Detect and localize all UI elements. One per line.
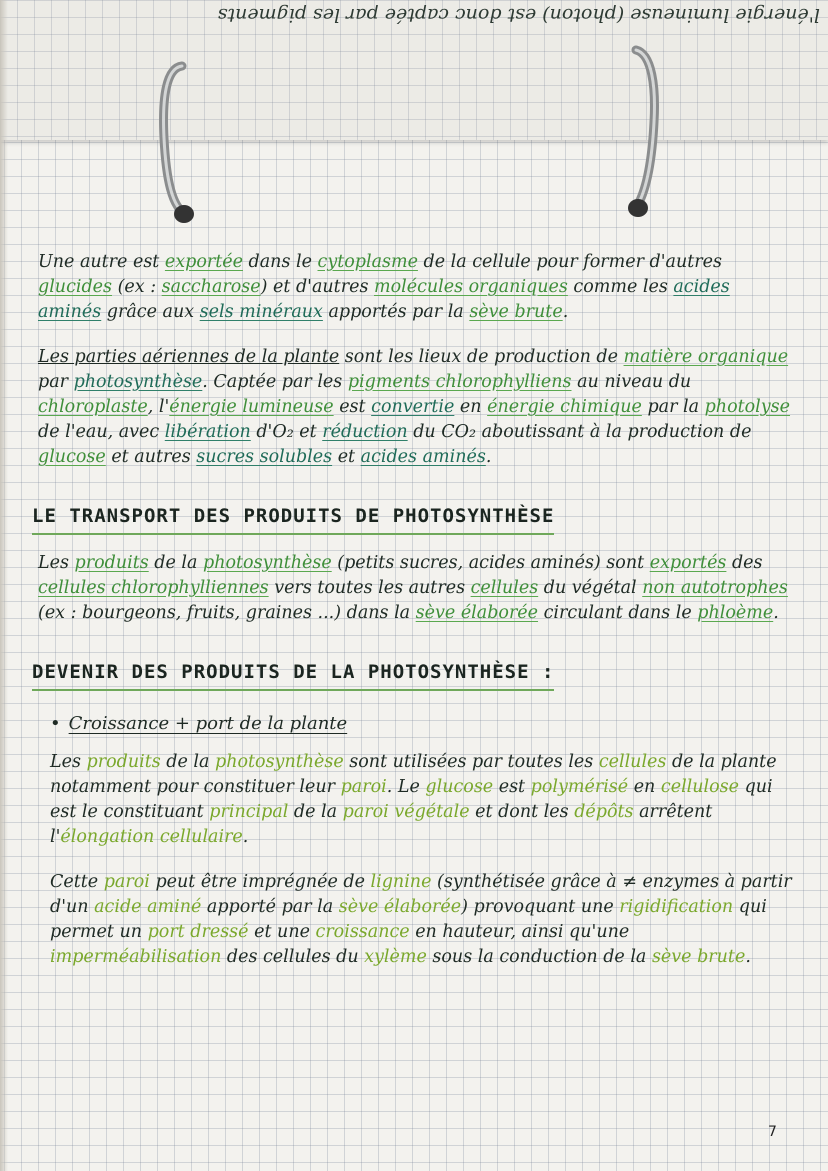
- note-text: de la: [160, 752, 215, 772]
- note-text: (petits sucres, acides aminés) sont: [331, 553, 650, 573]
- highlighted-term: énergie chimique: [487, 397, 642, 417]
- note-text: sont utilisées par toutes les: [343, 752, 599, 772]
- highlighted-term: glucides: [38, 277, 113, 297]
- note-text: .: [562, 302, 569, 322]
- note-text: , l': [147, 397, 170, 417]
- highlighted-term: cytoplasme: [317, 252, 418, 272]
- note-text: sont les lieux de production de: [339, 347, 624, 367]
- highlighted-term: paroi: [103, 872, 150, 892]
- note-text: en hauteur, ainsi qu'une: [409, 922, 630, 942]
- highlighted-term: exportée: [164, 252, 243, 272]
- note-text: Les: [50, 752, 87, 772]
- note-text: comme les: [567, 277, 674, 297]
- highlighted-term: réduction: [322, 422, 408, 442]
- note-text: arrêtent l': [50, 802, 713, 847]
- bullet-icon: •: [50, 713, 61, 734]
- highlighted-term: cellules chlorophylliennes: [38, 578, 269, 598]
- note-text: et autres: [105, 447, 197, 467]
- highlighted-term: principal: [209, 802, 289, 822]
- previous-sheet-text: l'énergie lumineuse (photon) est donc captée par les pigments: [217, 4, 820, 26]
- note-text: circulant dans le: [538, 603, 698, 623]
- binder-ring-icon: [628, 42, 658, 202]
- note-text: . Captée par les: [202, 372, 348, 392]
- highlighted-term: énergie lumineuse: [169, 397, 334, 417]
- highlighted-term: cellules: [470, 578, 539, 598]
- highlighted-term: xylème: [364, 947, 427, 967]
- highlighted-term: saccharose: [161, 277, 261, 297]
- previous-sheet: [0, 0, 828, 140]
- highlighted-term: non autotrophes: [642, 578, 788, 598]
- highlighted-term: exportés: [649, 553, 727, 573]
- note-text: et une: [248, 922, 316, 942]
- highlighted-term: sels minéraux: [199, 302, 323, 322]
- note-text: de la plante notamment pour constituer leur: [50, 752, 777, 797]
- highlighted-term: libération: [164, 422, 251, 442]
- highlighted-term: acides aminés: [38, 277, 730, 322]
- note-text: (synthétisée grâce à ≠ enzymes à partir d'un: [50, 872, 792, 917]
- highlighted-term: sucres solubles: [196, 447, 333, 467]
- highlighted-term: sève élaborée: [338, 897, 462, 917]
- highlighted-term: polymérisé: [530, 777, 629, 797]
- note-text: de la: [288, 802, 343, 822]
- note-text: est: [333, 397, 372, 417]
- note-text: qui est le constituant: [50, 777, 773, 822]
- highlighted-term: matière organique: [623, 347, 789, 367]
- highlighted-term: photosynthèse: [203, 553, 332, 573]
- highlighted-term: paroi: [340, 777, 387, 797]
- highlighted-term: paroi végétale: [342, 802, 470, 822]
- note-text: de la cellule pour former d'autres: [417, 252, 722, 272]
- page-edge-shadow: [0, 0, 8, 1171]
- page-number: 7: [768, 1124, 777, 1140]
- note-section: [38, 250, 798, 470]
- note-text: Cette: [50, 872, 104, 892]
- note-text: de l'eau, avec: [38, 422, 165, 442]
- highlighted-term: photosynthèse: [73, 372, 203, 392]
- highlighted-term: pigments chlorophylliens: [347, 372, 572, 392]
- highlighted-term: produits: [74, 553, 149, 573]
- note-text: des: [726, 553, 763, 573]
- note-text: Les: [38, 553, 75, 573]
- highlighted-term: port dressé: [147, 922, 249, 942]
- note-text: vers toutes les autres: [268, 578, 471, 598]
- note-text: grâce aux: [101, 302, 200, 322]
- note-text: est: [493, 777, 531, 797]
- note-text: en: [454, 397, 488, 417]
- note-text: et dont les: [469, 802, 575, 822]
- highlighted-term: photosynthèse: [215, 752, 344, 772]
- note-text: peut être imprégnée de: [149, 872, 371, 892]
- subsection-label: Croissance + port de la plante: [68, 713, 348, 734]
- note-text: Une autre est: [38, 252, 165, 272]
- note-text: .: [773, 603, 779, 623]
- highlighted-term: croissance: [315, 922, 410, 942]
- note-text: sous la conduction de la: [426, 947, 652, 967]
- note-text: ) provoquant une: [461, 897, 620, 917]
- note-text: par: [38, 372, 74, 392]
- highlighted-term: cellulose: [660, 777, 739, 797]
- note-text: . Le: [386, 777, 426, 797]
- section-heading: LE TRANSPORT DES PRODUITS DE PHOTOSYNTHÈSE: [32, 504, 554, 535]
- highlighted-term: cellules: [598, 752, 667, 772]
- highlighted-term: élongation cellulaire: [60, 827, 243, 847]
- highlighted-term: sève brute: [469, 302, 563, 322]
- subsection-heading: [50, 711, 798, 736]
- note-paragraph: [38, 345, 798, 470]
- note-text: du végétal: [538, 578, 643, 598]
- note-text: .: [485, 447, 492, 467]
- note-paragraph: [50, 870, 798, 970]
- note-text: et: [332, 447, 361, 467]
- note-text: .: [242, 827, 249, 847]
- highlighted-term: rigidification: [619, 897, 734, 917]
- note-text: des cellules du: [221, 947, 365, 967]
- highlighted-term: sève élaborée: [415, 603, 539, 623]
- highlighted-term: acides aminés: [360, 447, 486, 467]
- note-text: .: [745, 947, 751, 967]
- note-text: d'O₂ et: [250, 422, 323, 442]
- note-text: dans le: [242, 252, 318, 272]
- note-text: apporté par la: [201, 897, 339, 917]
- note-text: (ex :: [112, 277, 162, 297]
- note-section: [32, 490, 798, 626]
- note-text: de la: [148, 553, 203, 573]
- highlighted-term: convertie: [371, 397, 455, 417]
- notes-content: [32, 250, 798, 990]
- note-text: (ex : bourgeons, fruits, graines ...) dans la: [38, 603, 416, 623]
- note-section: [32, 646, 798, 970]
- highlighted-term: lignine: [370, 872, 432, 892]
- highlighted-term: imperméabilisation: [50, 947, 222, 967]
- highlighted-term: phloème: [697, 603, 774, 623]
- highlighted-term: chloroplaste: [38, 397, 148, 417]
- highlighted-term: sève brute: [651, 947, 746, 967]
- highlighted-term: glucose: [425, 777, 494, 797]
- binder-ring-icon: [160, 58, 190, 218]
- highlighted-term: glucose: [38, 447, 106, 467]
- note-paragraph: [38, 551, 798, 626]
- highlighted-term: produits: [86, 752, 161, 772]
- underlined-text: Les parties aériennes de la plante: [38, 347, 340, 367]
- highlighted-term: molécules organiques: [373, 277, 568, 297]
- section-heading: DEVENIR DES PRODUITS DE LA PHOTOSYNTHÈSE :: [32, 660, 554, 691]
- note-text: du CO₂ aboutissant à la production de: [407, 422, 752, 442]
- note-paragraph: [50, 750, 798, 850]
- note-text: au niveau du: [571, 372, 692, 392]
- highlighted-term: photolyse: [704, 397, 791, 417]
- highlighted-term: acide aminé: [94, 897, 202, 917]
- note-text: ) et d'autres: [260, 277, 374, 297]
- note-text: apportés par la: [322, 302, 470, 322]
- note-paragraph: [38, 250, 798, 325]
- note-text: qui permet un: [50, 897, 767, 942]
- highlighted-term: dépôts: [574, 802, 634, 822]
- note-text: en: [628, 777, 661, 797]
- note-text: par la: [641, 397, 705, 417]
